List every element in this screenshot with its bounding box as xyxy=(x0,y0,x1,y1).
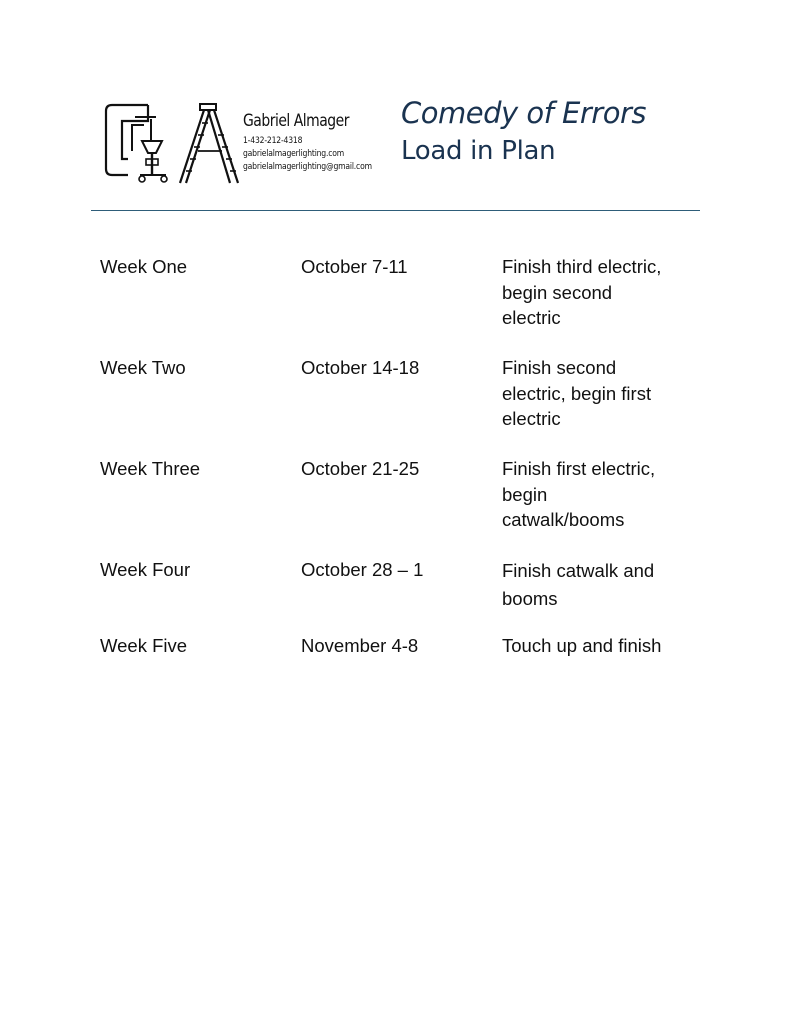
show-title: Comedy of Errors xyxy=(401,96,646,130)
week-task xyxy=(502,355,687,432)
week-label: Week Three xyxy=(100,458,201,479)
task-line: begin xyxy=(502,483,548,505)
week-dates: October 21-25 xyxy=(301,458,420,479)
load-in-schedule xyxy=(100,254,700,663)
ga-logo xyxy=(104,101,244,185)
task-line: Finish third electric, xyxy=(502,256,662,277)
schedule-row xyxy=(100,633,700,663)
task-line: catwalk/booms xyxy=(502,509,625,530)
document-subtitle: Load in Plan xyxy=(401,136,556,166)
schedule-row xyxy=(100,355,700,456)
week-task xyxy=(502,633,687,659)
task-line: Touch up and finish xyxy=(502,635,662,656)
task-line: Finish first electric, xyxy=(502,458,656,479)
week-dates: October 7-11 xyxy=(301,256,408,277)
website-link[interactable]: gabrielalmagerlighting.com xyxy=(243,149,345,159)
document-title xyxy=(401,96,646,166)
week-task xyxy=(502,557,687,613)
designer-name: Gabriel Almager xyxy=(243,111,349,131)
email-link[interactable]: gabrielalmagerlighting@gmail.com xyxy=(243,162,372,172)
schedule-row xyxy=(100,557,700,633)
phone-number: 1-432-212-4318 xyxy=(243,136,303,146)
week-dates: October 14-18 xyxy=(301,357,420,378)
schedule-row xyxy=(100,254,700,355)
header-divider xyxy=(91,210,700,211)
task-line: Finish second xyxy=(502,357,617,378)
week-label: Week Five xyxy=(100,635,188,656)
task-line: booms xyxy=(502,588,558,609)
task-line: Finish catwalk and xyxy=(502,560,655,581)
week-label: Week Two xyxy=(100,357,186,378)
week-label: Week Four xyxy=(100,559,191,580)
contact-block xyxy=(243,111,393,174)
c-clamp-ladder-logo-icon xyxy=(104,101,244,185)
task-line: begin second xyxy=(502,281,613,303)
task-line: electric xyxy=(502,307,561,328)
week-task xyxy=(502,456,687,533)
week-dates: November 4-8 xyxy=(301,635,419,656)
week-dates: October 28 – 1 xyxy=(301,559,424,580)
week-task xyxy=(502,254,687,331)
schedule-row xyxy=(100,456,700,557)
task-line: electric, begin first xyxy=(502,382,652,404)
task-line: electric xyxy=(502,408,561,429)
week-label: Week One xyxy=(100,256,188,277)
